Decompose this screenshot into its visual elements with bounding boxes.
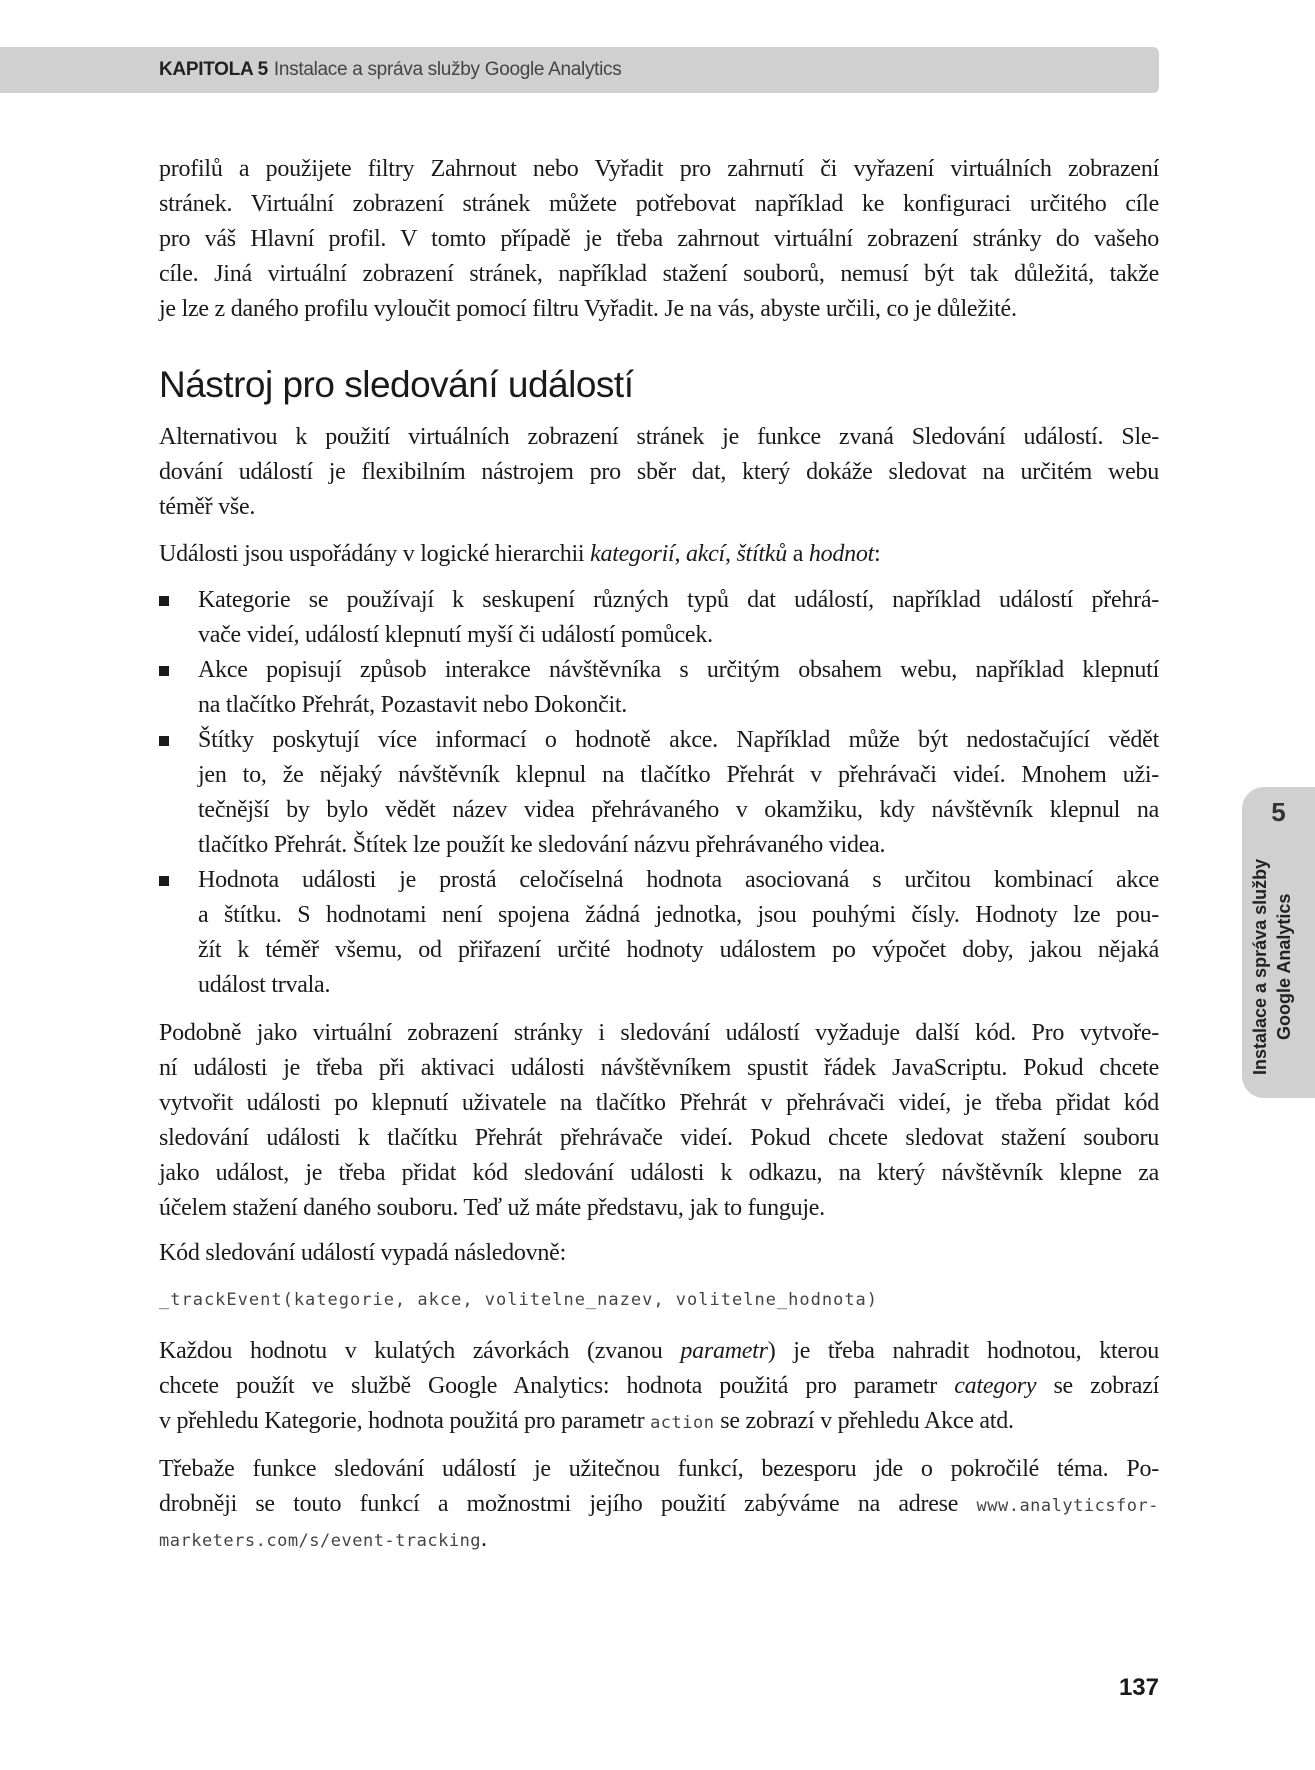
text-line: Alternativou k použití virtuálních zobrazení stránek je funkce zvaná Sledování událostí. Sle- — [159, 424, 1159, 450]
paragraph — [159, 1236, 1159, 1271]
text-line: žít k téměř všemu, od přiřazení určité hodnoty událostem po výpočet doby, jakou nějaká — [198, 937, 1159, 963]
text-run: , — [724, 541, 737, 567]
text-line — [159, 1334, 1159, 1369]
tab-title-line-1: Instalace a správa služby — [1250, 858, 1270, 1076]
code-term: action — [650, 1413, 715, 1433]
text-line: profilů a použijete filtry Zahrnout nebo Vyřadit pro zahrnutí či vyřazení virtuálních zobrazení — [159, 156, 1159, 182]
text-run: drobněji se touto funkcí a možnostmi jejího použití zabýváme na adrese — [159, 1491, 977, 1517]
text-run: se zobrazí v přehledu Akce atd. — [714, 1408, 1014, 1434]
text-line: tečnější by bylo vědět název videa přehrávaného v okamžiku, kdy návštěvník klepnul na — [198, 797, 1159, 823]
text-line: Podobně jako virtuální zobrazení stránky i sledování událostí vyžaduje další kód. Pro vytvoře- — [159, 1020, 1159, 1046]
italic-term: hodnot — [808, 541, 875, 567]
code-sample: _trackEvent(kategorie, akce, volitelne_nazev, volitelne_hodnota) — [159, 1290, 879, 1310]
page-number: 137 — [1118, 1674, 1159, 1701]
chapter-number: 5 — [1271, 797, 1286, 827]
text-line: ní události je třeba při aktivaci události návštěvníkem spustit řádek JavaScriptu. Pokud chcete — [159, 1055, 1159, 1081]
italic-term: parametr — [680, 1338, 768, 1364]
bullet-square-icon — [159, 736, 169, 746]
text-line: Kód sledování událostí vypadá následovně: — [159, 1240, 566, 1266]
paragraph — [159, 1016, 1159, 1226]
text-line: je lze z daného profilu vyloučit pomocí filtru Vyřadit. Je na vás, abyste určili, co je důležité. — [159, 296, 1017, 322]
chapter-title: Instalace a správa služby Google Analytics — [273, 59, 622, 80]
text-line: Kategorie se používají k seskupení různých typů dat událostí, například událostí přehrá- — [198, 587, 1159, 613]
text-line — [159, 1487, 1159, 1522]
text-line: tlačítko Přehrát. Štítek lze použít ke sledování názvu přehrávaného videa. — [198, 832, 886, 858]
text-line — [159, 537, 1159, 572]
text-run: se zobrazí — [1036, 1373, 1160, 1399]
text-line: sledování události k tlačítku Přehrát přehrávače videí. Pokud chcete sledovat stažení souboru — [159, 1125, 1159, 1151]
text-run: , — [674, 541, 686, 567]
paragraph — [159, 1452, 1159, 1557]
text-run: . — [481, 1526, 487, 1552]
bullet-square-icon — [159, 876, 169, 886]
text-line: stránek. Virtuální zobrazení stránek můžete potřebovat například ke konfiguraci určitého cíle — [159, 191, 1159, 217]
paragraph — [159, 420, 1159, 525]
text-line — [159, 1404, 1159, 1439]
bullet-item — [198, 723, 1159, 863]
text-run: : — [874, 541, 881, 567]
text-line: Akce popisují způsob interakce návštěvníka s určitým obsahem webu, například klepnutí — [198, 657, 1159, 683]
text-line: účelem stažení daného souboru. Teď už máte představu, jak to funguje. — [159, 1195, 825, 1221]
text-line: jen to, že nějaký návštěvník klepnul na tlačítko Přehrát v přehrávači videí. Mnohem uži- — [198, 762, 1159, 788]
bullet-item — [198, 863, 1159, 1003]
text-run: Události jsou uspořádány v logické hierarchii — [159, 541, 591, 567]
italic-term: štítků — [736, 541, 787, 567]
italic-term: category — [954, 1373, 1037, 1399]
paragraph — [159, 537, 1159, 572]
section-heading: Nástroj pro sledování událostí — [159, 364, 634, 405]
chapter-tab-title — [1248, 847, 1308, 1087]
text-run: ) je třeba nahradit hodnotou, kterou — [767, 1338, 1160, 1364]
text-run: chcete použít ve službě Google Analytics: hodnota použitá pro parametr — [159, 1373, 955, 1399]
text-run: v přehledu Kategorie, hodnota použitá pro parametr — [159, 1408, 651, 1434]
tab-title-line-2: Google Analytics — [1274, 893, 1294, 1041]
paragraph — [159, 152, 1159, 327]
running-header — [0, 47, 1159, 93]
bullet-item — [198, 583, 1159, 653]
chapter-thumb-tab — [1242, 787, 1315, 1098]
italic-term: akcí — [685, 541, 725, 567]
text-line: cíle. Jiná virtuální zobrazení stránek, například stažení souborů, nemusí být tak důležitá, takže — [159, 261, 1159, 287]
text-run: a — [786, 541, 809, 567]
code-term: marketers.com/s/event-tracking — [159, 1531, 482, 1551]
chapter-label: KAPITOLA 5 — [159, 59, 268, 80]
text-line: Štítky poskytují více informací o hodnotě akce. Například může být nedostačující vědět — [198, 727, 1159, 753]
text-line — [159, 1369, 1159, 1404]
text-line: na tlačítko Přehrát, Pozastavit nebo Dokončit. — [198, 692, 628, 718]
text-line: událost trvala. — [198, 972, 331, 998]
text-line: dování událostí je flexibilním nástrojem pro sběr dat, který dokáže sledovat na určitém webu — [159, 459, 1159, 485]
text-line: Hodnota události je prostá celočíselná hodnota asociovaná s určitou kombinací akce — [198, 867, 1159, 893]
text-line: vytvořit události po klepnutí uživatele na tlačítko Přehrát v přehrávači videí, je třeba přidat kód — [159, 1090, 1159, 1116]
text-line: a štítku. S hodnotami není spojena žádná jednotka, jsou pouhými čísly. Hodnoty lze pou- — [198, 902, 1159, 928]
bullet-square-icon — [159, 596, 169, 606]
text-run: Každou hodnotu v kulatých závorkách (zvanou — [159, 1338, 681, 1364]
text-line: jako událost, je třeba přidat kód sledování události k odkazu, na který návštěvník klepne za — [159, 1160, 1159, 1186]
paragraph — [159, 1334, 1159, 1439]
code-term: www.analyticsfor- — [976, 1496, 1159, 1516]
text-line: vače videí, událostí klepnutí myší či událostí pomůcek. — [198, 622, 713, 648]
bullet-square-icon — [159, 666, 169, 676]
bullet-item — [198, 653, 1159, 723]
text-line: Třebaže funkce sledování událostí je užitečnou funkcí, bezesporu jde o pokročilé téma. Po- — [159, 1456, 1159, 1482]
italic-term: kategorií — [590, 541, 675, 567]
text-line — [159, 1522, 1159, 1557]
text-line: téměř vše. — [159, 494, 256, 520]
text-line: pro váš Hlavní profil. V tomto případě je třeba zahrnout virtuální zobrazení stránky do vašeho — [159, 226, 1159, 252]
